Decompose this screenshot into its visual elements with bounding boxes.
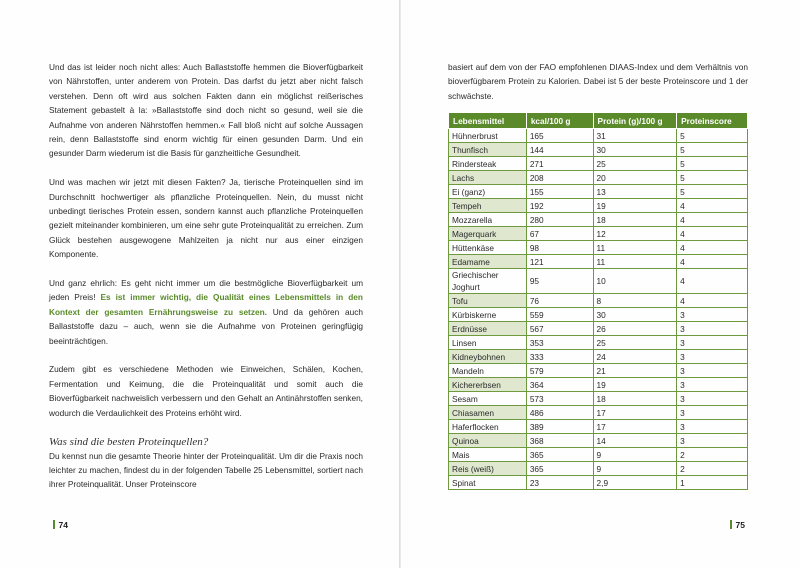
table-row bbox=[449, 392, 748, 406]
cell-protein: 11 bbox=[593, 255, 677, 269]
cell-proteinscore: 3 bbox=[677, 392, 748, 406]
cell-protein: 24 bbox=[593, 350, 677, 364]
cell-proteinscore: 3 bbox=[677, 322, 748, 336]
cell-lebensmittel: Ei (ganz) bbox=[449, 185, 527, 199]
cell-protein: 30 bbox=[593, 308, 677, 322]
page-number-bar bbox=[53, 520, 55, 529]
cell-protein: 19 bbox=[593, 199, 677, 213]
paragraph-theorie: Du kennst nun die gesamte Theorie hinter der Proteinqualität. Um dir die Praxis noch leichter zu machen, findest du in der folgenden Tabelle 25 Lebensmittel, sortiert nach ihrer Proteinqualität. Unser Proteinscore bbox=[49, 450, 363, 490]
cell-lebensmittel: Lachs bbox=[449, 171, 527, 185]
highlighted-sentence: Es ist immer wichtig, die Qualität eines Lebensmittels in den Kontext der gesamten Ernährungsweise zu setzen. bbox=[49, 292, 363, 317]
table-row bbox=[449, 213, 748, 227]
table-row bbox=[449, 129, 748, 143]
cell-lebensmittel: Griechischer Joghurt bbox=[449, 269, 527, 294]
cell-proteinscore: 3 bbox=[677, 434, 748, 448]
cell-proteinscore: 4 bbox=[677, 213, 748, 227]
cell-kcal: 144 bbox=[526, 143, 593, 157]
table-body bbox=[449, 129, 748, 490]
cell-lebensmittel: Mais bbox=[449, 448, 527, 462]
cell-protein: 9 bbox=[593, 462, 677, 476]
cell-proteinscore: 2 bbox=[677, 462, 748, 476]
cell-protein: 11 bbox=[593, 241, 677, 255]
cell-kcal: 333 bbox=[526, 350, 593, 364]
cell-protein: 2,9 bbox=[593, 476, 677, 490]
page-number-bar bbox=[730, 520, 732, 529]
cell-protein: 19 bbox=[593, 378, 677, 392]
cell-kcal: 95 bbox=[526, 269, 593, 294]
paragraph-proteinscore: basiert auf dem von der FAO empfohlenen DIAAS-Index und dem Verhältnis von bioverfügbarem Protein zu Kalorien. Dabei ist 5 der beste Proteinscore und 1 der schwächste. bbox=[448, 62, 748, 101]
cell-proteinscore: 4 bbox=[677, 227, 748, 241]
page-number-value: 74 bbox=[58, 520, 68, 530]
cell-kcal: 486 bbox=[526, 406, 593, 420]
table-row bbox=[449, 462, 748, 476]
cell-proteinscore: 5 bbox=[677, 143, 748, 157]
cell-lebensmittel: Magerquark bbox=[449, 227, 527, 241]
paragraph-bioverfuegbarkeit bbox=[49, 276, 363, 348]
cell-kcal: 280 bbox=[526, 213, 593, 227]
page-number-value: 75 bbox=[735, 520, 745, 530]
cell-proteinscore: 4 bbox=[677, 199, 748, 213]
table-row bbox=[449, 322, 748, 336]
cell-lebensmittel: Mandeln bbox=[449, 364, 527, 378]
cell-kcal: 579 bbox=[526, 364, 593, 378]
cell-kcal: 76 bbox=[526, 294, 593, 308]
protein-table bbox=[448, 112, 748, 490]
header-kcal: kcal/100 g bbox=[526, 113, 593, 129]
cell-kcal: 23 bbox=[526, 476, 593, 490]
right-page-text bbox=[448, 60, 748, 103]
table-row bbox=[449, 350, 748, 364]
cell-lebensmittel: Linsen bbox=[449, 336, 527, 350]
cell-proteinscore: 3 bbox=[677, 364, 748, 378]
cell-lebensmittel: Spinat bbox=[449, 476, 527, 490]
cell-proteinscore: 5 bbox=[677, 157, 748, 171]
cell-protein: 30 bbox=[593, 143, 677, 157]
header-lebensmittel: Lebensmittel bbox=[449, 113, 527, 129]
table-row bbox=[449, 308, 748, 322]
cell-proteinscore: 3 bbox=[677, 336, 748, 350]
cell-protein: 21 bbox=[593, 364, 677, 378]
cell-lebensmittel: Quinoa bbox=[449, 434, 527, 448]
cell-protein: 25 bbox=[593, 336, 677, 350]
cell-proteinscore: 4 bbox=[677, 241, 748, 255]
section-heading: Was sind die besten Proteinquellen? bbox=[49, 435, 209, 448]
cell-proteinscore: 1 bbox=[677, 476, 748, 490]
table-row bbox=[449, 227, 748, 241]
table-row bbox=[449, 476, 748, 490]
cell-kcal: 573 bbox=[526, 392, 593, 406]
cell-lebensmittel: Tempeh bbox=[449, 199, 527, 213]
table-row bbox=[449, 255, 748, 269]
header-proteinscore: Proteinscore bbox=[677, 113, 748, 129]
cell-kcal: 121 bbox=[526, 255, 593, 269]
cell-protein: 26 bbox=[593, 322, 677, 336]
table-row bbox=[449, 199, 748, 213]
header-protein: Protein (g)/100 g bbox=[593, 113, 677, 129]
cell-kcal: 271 bbox=[526, 157, 593, 171]
paragraph-start: Und ganz ehrlich: Es geht nicht immer um die bestmögliche Bioverfügbarkeit um jeden Preis! bbox=[49, 278, 363, 303]
cell-kcal: 165 bbox=[526, 129, 593, 143]
paragraph-end: Und da gehören auch Ballaststoffe dazu – auch, wenn sie die Aufnahme von Proteinen geringfügig beeinträchtigen. bbox=[49, 306, 363, 346]
table-row bbox=[449, 241, 748, 255]
table-row bbox=[449, 434, 748, 448]
cell-lebensmittel: Sesam bbox=[449, 392, 527, 406]
cell-lebensmittel: Rindersteak bbox=[449, 157, 527, 171]
table-row bbox=[449, 157, 748, 171]
paragraph-methoden: Zudem gibt es verschiedene Methoden wie Einweichen, Schälen, Kochen, Fermentation und Keimung, die die Proteinqualität und somit auch die Bioverfügbarkeit nachweislich verbessern und den Gehalt an Antinährstoffen senken, wodurch die Verdaulichkeit des Proteins erhöht wird. bbox=[49, 364, 363, 418]
table-row bbox=[449, 269, 748, 294]
table-row bbox=[449, 364, 748, 378]
cell-protein: 25 bbox=[593, 157, 677, 171]
cell-kcal: 389 bbox=[526, 420, 593, 434]
cell-protein: 18 bbox=[593, 213, 677, 227]
table-row bbox=[449, 448, 748, 462]
cell-protein: 12 bbox=[593, 227, 677, 241]
cell-lebensmittel: Reis (weiß) bbox=[449, 462, 527, 476]
cell-proteinscore: 3 bbox=[677, 308, 748, 322]
cell-kcal: 67 bbox=[526, 227, 593, 241]
cell-lebensmittel: Kidneybohnen bbox=[449, 350, 527, 364]
cell-lebensmittel: Tofu bbox=[449, 294, 527, 308]
cell-protein: 14 bbox=[593, 434, 677, 448]
paragraph-fakten: Und was machen wir jetzt mit diesen Fakten? Ja, tierische Proteinquellen sind im Durchschnitt hochwertiger als pflanzliche Proteinquellen. Nein, du musst nicht unbedingt tierisches Protein essen, sondern kannst auch pflanzliche Proteinquellen gezielt miteinander kombinieren, um eine sehr gute Proteinqualität zu erreichen. Zum Glück bestehen ausgewogene Mahlzeiten ja nicht nur aus einer einzigen Komponente. bbox=[49, 177, 363, 260]
cell-proteinscore: 5 bbox=[677, 129, 748, 143]
cell-protein: 10 bbox=[593, 269, 677, 294]
cell-kcal: 365 bbox=[526, 448, 593, 462]
cell-kcal: 98 bbox=[526, 241, 593, 255]
cell-protein: 17 bbox=[593, 406, 677, 420]
cell-proteinscore: 3 bbox=[677, 378, 748, 392]
cell-lebensmittel: Kichererbsen bbox=[449, 378, 527, 392]
cell-lebensmittel: Hüttenkäse bbox=[449, 241, 527, 255]
cell-proteinscore: 3 bbox=[677, 420, 748, 434]
cell-proteinscore: 5 bbox=[677, 171, 748, 185]
cell-protein: 9 bbox=[593, 448, 677, 462]
table-row bbox=[449, 420, 748, 434]
cell-proteinscore: 4 bbox=[677, 294, 748, 308]
cell-proteinscore: 4 bbox=[677, 269, 748, 294]
cell-protein: 8 bbox=[593, 294, 677, 308]
table-row bbox=[449, 294, 748, 308]
table-row bbox=[449, 171, 748, 185]
cell-kcal: 567 bbox=[526, 322, 593, 336]
table-row bbox=[449, 185, 748, 199]
left-page-text bbox=[49, 60, 363, 492]
table-row bbox=[449, 336, 748, 350]
cell-proteinscore: 3 bbox=[677, 350, 748, 364]
cell-kcal: 368 bbox=[526, 434, 593, 448]
cell-kcal: 559 bbox=[526, 308, 593, 322]
cell-lebensmittel: Kürbiskerne bbox=[449, 308, 527, 322]
cell-proteinscore: 5 bbox=[677, 185, 748, 199]
cell-proteinscore: 2 bbox=[677, 448, 748, 462]
paragraph-ballaststoffe: Und das ist leider noch nicht alles: Auch Ballaststoffe hemmen die Bioverfügbarkeit von Nährstoffen, unter anderem von Protein. Das darfst du jetzt aber nicht falsch verstehen. Denn oft wird aus solchen Fakten dann ein möglichst reißerisches Statement gebastelt à la: »Ballaststoffe sind doch nicht so gesund, weil sie die Aufnahme von anderen Nährstoffen hemmen.« Fall bloß nicht auf solche Aussagen rein, denn Ballaststoffe sind enorm wichtig für einen gesunden Darm. Und ein gesunder Darm wiederum ist die Basis für ganzheitliche Gesundheit. bbox=[49, 62, 363, 159]
page-number-right bbox=[726, 520, 745, 530]
cell-protein: 31 bbox=[593, 129, 677, 143]
cell-kcal: 365 bbox=[526, 462, 593, 476]
cell-lebensmittel: Chiasamen bbox=[449, 406, 527, 420]
page-number-left bbox=[49, 520, 68, 530]
table-row bbox=[449, 378, 748, 392]
cell-protein: 17 bbox=[593, 420, 677, 434]
table-row bbox=[449, 406, 748, 420]
table-row bbox=[449, 143, 748, 157]
cell-lebensmittel: Erdnüsse bbox=[449, 322, 527, 336]
cell-protein: 20 bbox=[593, 171, 677, 185]
cell-protein: 18 bbox=[593, 392, 677, 406]
cell-lebensmittel: Mozzarella bbox=[449, 213, 527, 227]
cell-lebensmittel: Edamame bbox=[449, 255, 527, 269]
table-header-row bbox=[449, 113, 748, 129]
cell-proteinscore: 3 bbox=[677, 406, 748, 420]
cell-kcal: 192 bbox=[526, 199, 593, 213]
cell-lebensmittel: Haferflocken bbox=[449, 420, 527, 434]
cell-proteinscore: 4 bbox=[677, 255, 748, 269]
cell-lebensmittel: Thunfisch bbox=[449, 143, 527, 157]
cell-kcal: 364 bbox=[526, 378, 593, 392]
cell-kcal: 208 bbox=[526, 171, 593, 185]
cell-protein: 13 bbox=[593, 185, 677, 199]
cell-kcal: 353 bbox=[526, 336, 593, 350]
cell-lebensmittel: Hühnerbrust bbox=[449, 129, 527, 143]
cell-kcal: 155 bbox=[526, 185, 593, 199]
